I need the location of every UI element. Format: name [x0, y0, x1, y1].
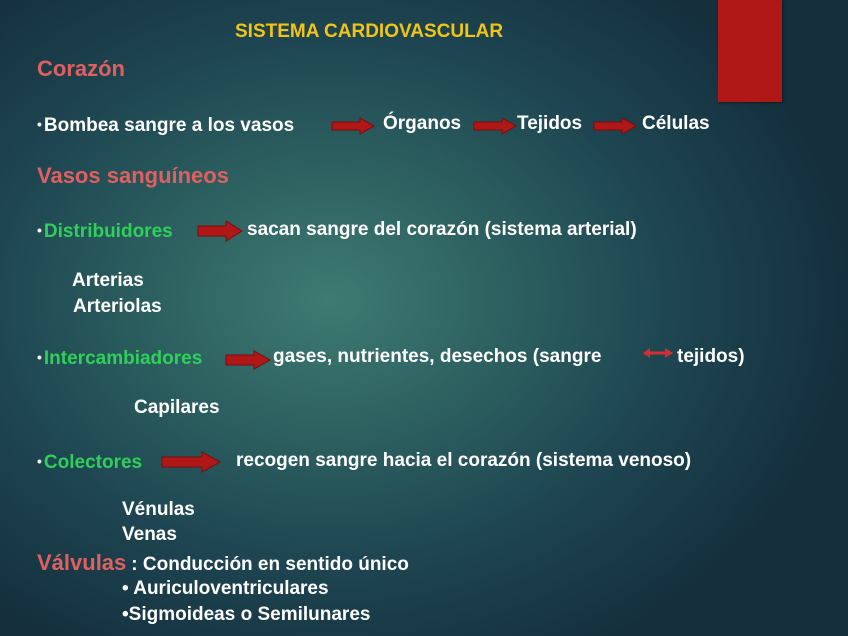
- bullet: •: [37, 222, 42, 238]
- distributors-desc: sacan sangre del corazón (sistema arterial): [247, 219, 637, 240]
- slide-title: SISTEMA CARDIOVASCULAR: [235, 21, 504, 42]
- red-corner-tab: [718, 0, 782, 102]
- arrow-right-icon: [472, 116, 518, 136]
- heart-line: [37, 113, 294, 137]
- arrow-right-icon: [160, 450, 222, 474]
- bullet: •: [37, 349, 42, 365]
- distributors-item: Arterias: [72, 270, 144, 291]
- exchangers-item: Capilares: [134, 397, 220, 418]
- valves-heading: Válvulas: [37, 550, 127, 575]
- exchangers-label: Intercambiadores: [43, 348, 203, 369]
- heart-heading: Corazón: [37, 56, 125, 81]
- organs-label: Órganos: [383, 113, 462, 134]
- bullet: •: [37, 116, 42, 132]
- exchangers-desc: gases, nutrientes, desechos (sangre: [273, 346, 602, 367]
- double-arrow-icon: [642, 347, 674, 359]
- cells-label: Células: [642, 113, 710, 134]
- arrow-right-icon: [592, 116, 638, 136]
- arrow-right-icon: [330, 116, 376, 136]
- distributors-line: [37, 219, 173, 243]
- valves-item: • Auriculoventriculares: [122, 578, 329, 599]
- collectors-line: [37, 450, 142, 474]
- tissues-label: Tejidos: [517, 113, 583, 134]
- arrow-right-icon: [224, 349, 272, 371]
- distributors-label: Distribuidores: [43, 221, 173, 242]
- vessels-heading: Vasos sanguíneos: [37, 163, 229, 188]
- exchangers-line: [37, 346, 202, 370]
- bullet: •: [37, 453, 42, 469]
- collectors-item: Venas: [122, 524, 177, 545]
- heart-text: Bombea sangre a los vasos: [43, 115, 295, 136]
- distributors-item: Arteriolas: [73, 296, 162, 317]
- valves-desc: : Conducción en sentido único: [131, 554, 409, 575]
- collectors-item: Vénulas: [122, 499, 195, 520]
- valves-line: [37, 550, 409, 576]
- arrow-right-icon: [196, 219, 244, 243]
- collectors-desc: recogen sangre hacia el corazón (sistema venoso): [236, 450, 692, 471]
- collectors-label: Colectores: [43, 452, 143, 473]
- exchangers-desc-end: tejidos): [677, 346, 745, 367]
- valves-item: •Sigmoideas o Semilunares: [122, 604, 371, 625]
